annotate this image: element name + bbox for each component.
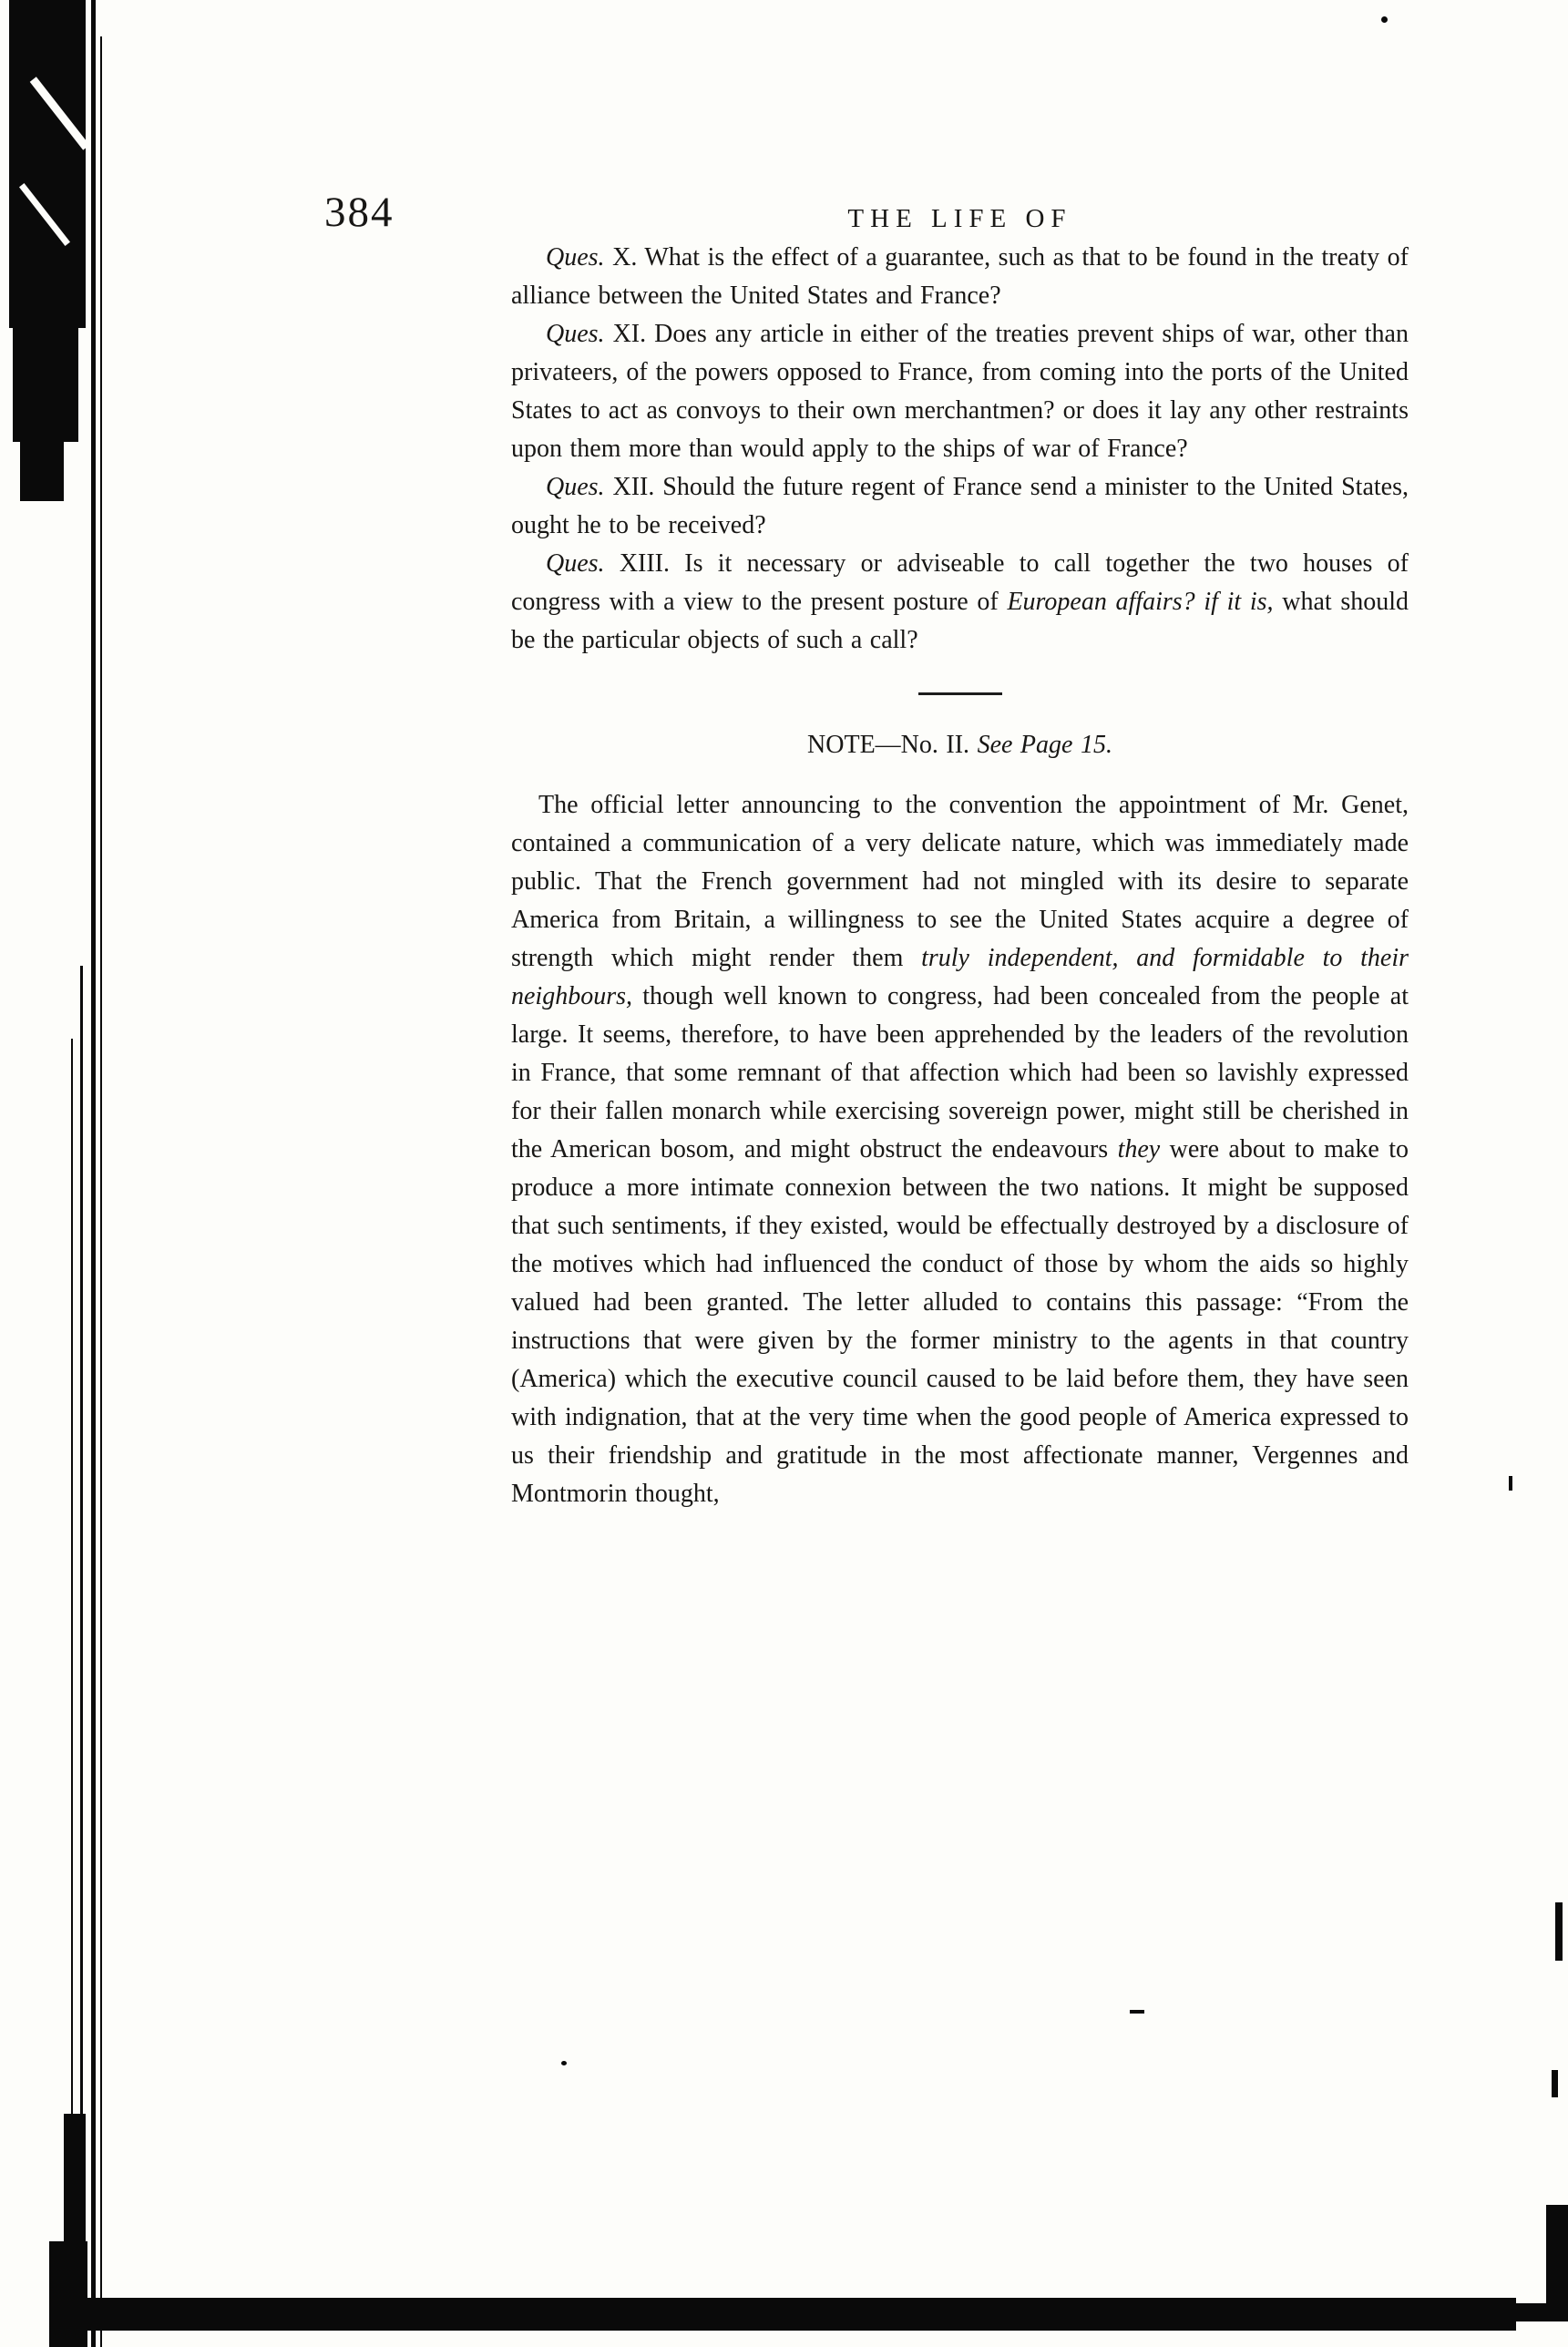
scan-artifact-spine-top (9, 0, 86, 328)
scan-artifact-right-mark-1 (1555, 1902, 1563, 1961)
note-heading-label: NOTE—No. II. (807, 731, 970, 759)
question-paragraph-xi: Ques. XI. Does any article in either of the treaties prevent ships of war, other than privateers, of the powers opposed to France, from coming into the ports of the United States to act as convoys to their own merchantmen? or does it lay any other restraints upon them more than would apply to the ships of war of France? (511, 320, 1409, 463)
scan-artifact-edge-line-1 (91, 0, 96, 2347)
scan-artifact-edge-wedge-2 (49, 2241, 87, 2347)
scan-artifact-bottom-bar-right (1503, 2303, 1568, 2321)
scan-artifact-right-wedge (1546, 2205, 1568, 2303)
scan-artifact-mid-dash (1130, 2010, 1144, 2014)
scan-artifact-spine-low (20, 437, 64, 501)
question-paragraph-xii: Ques. XII. Should the future regent of France send a minister to the United States, ought he to be received? (511, 473, 1409, 539)
page-number: 384 (324, 189, 395, 236)
question-paragraph-x: Ques. X. What is the effect of a guarantee, such as that to be found in the treaty of alliance between the United States and France? (511, 243, 1409, 310)
running-head: THE LIFE OF (847, 204, 1072, 233)
scan-artifact-speck (561, 2061, 567, 2065)
scan-artifact-edge-line-2 (100, 36, 102, 2347)
scan-artifact-spine-mid (13, 319, 78, 442)
question-paragraph-xiii: Ques. XIII. Is it necessary or adviseable to call together the two houses of congress with a view to the present posture of European affairs? if it is, what should be the particular objects of such a call? (511, 549, 1409, 654)
scan-artifact-right-mark-2 (1552, 2070, 1558, 2097)
page-text-block (511, 239, 1409, 1513)
note-paragraph: The official letter announcing to the convention the appointment of Mr. Genet, contained a communication of a very delicate nature, which was immediately made public. That the French government had not mingled with its desire to separate America from Britain, a willingness to see the United States acquire a degree of strength which might render them truly independent, and formidable to their neighbours, though well known to congress, had been concealed from the people at large. It seems, therefore, to have been apprehended by the leaders of the revolution in France, that some remnant of that affection which had been so lavishly expressed for their fallen monarch while exercising sovereign power, might still be cherished in the American bosom, and might obstruct the endeavours they were about to make to produce a more intimate connexion between the two nations. It might be supposed that such sentiments, if they existed, would be effectually destroyed by a disclosure of the motives which had influenced the conduct of those by whom the aids so highly valued had been granted. The letter alluded to contains this passage: “From the instructions that were given by the former ministry to the agents in that country (America) which the executive council caused to be laid before them, they have seen with indignation, that at the very time when the good people of America expressed to us their friendship and gratitude in the most affectionate manner, Vergennes and Montmorin thought, (511, 791, 1409, 1508)
note-heading-reference: See Page 15. (977, 731, 1112, 759)
note-heading (511, 726, 1409, 764)
section-divider (918, 692, 1002, 695)
scan-artifact-right-tiny-mark (1509, 1476, 1512, 1491)
scan-artifact-top-right-dot (1381, 16, 1388, 23)
scan-artifact-bottom-bar (80, 2298, 1516, 2331)
